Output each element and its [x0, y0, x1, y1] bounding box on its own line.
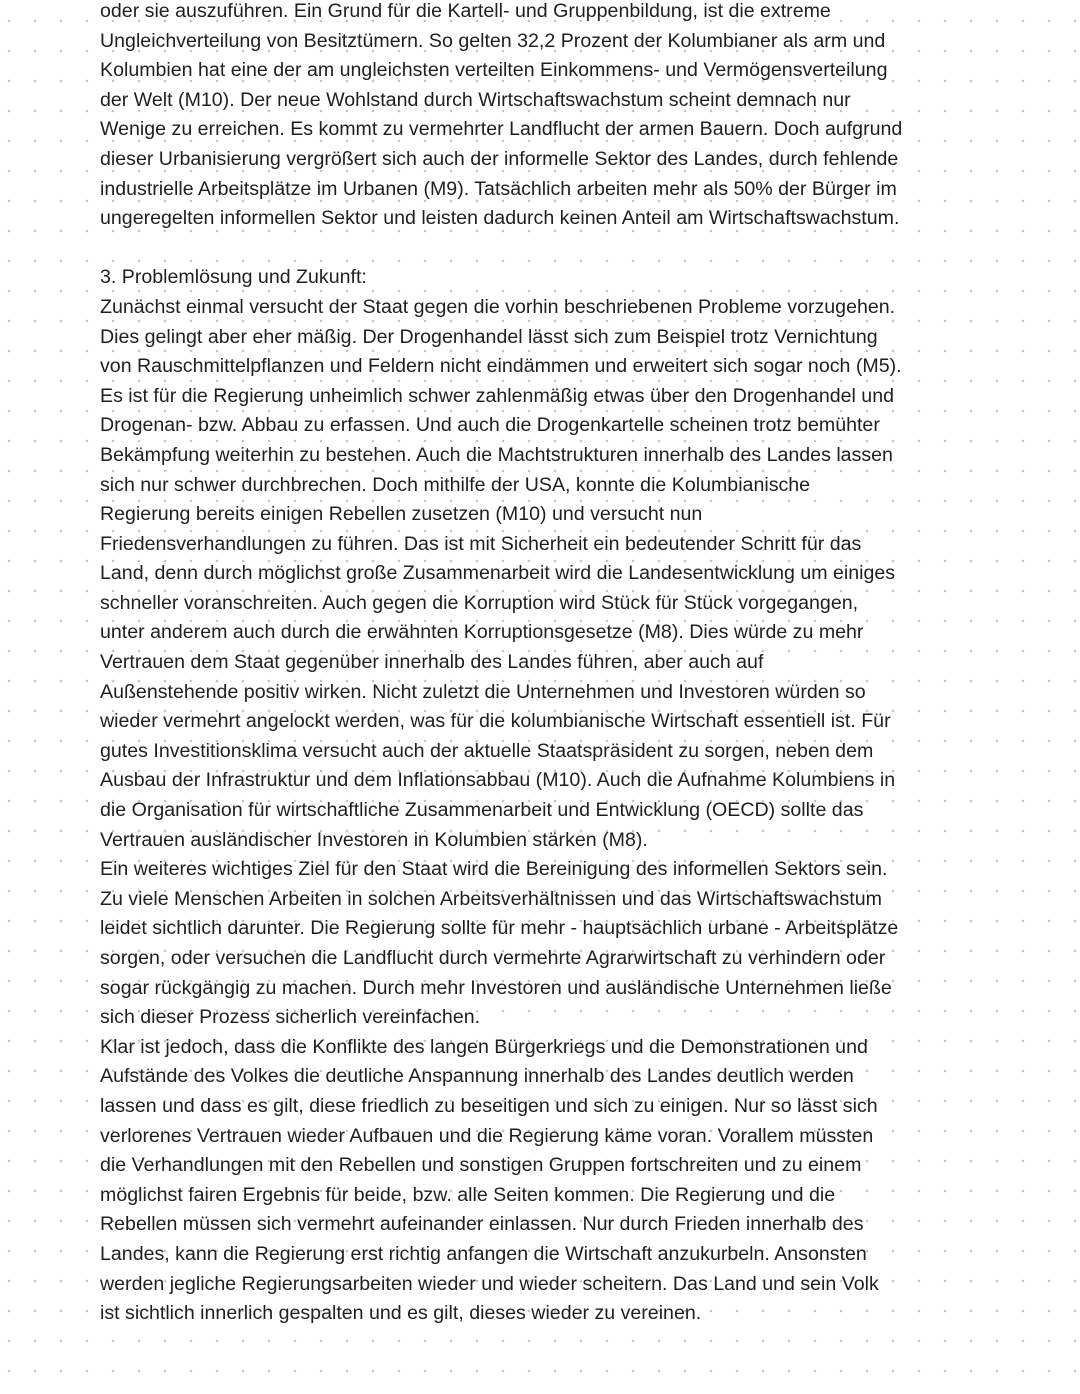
paragraph-conclusion: [100, 1033, 1000, 1329]
text-line: sich dieser Prozess sicherlich vereinfachen.: [100, 1006, 481, 1029]
text-line: werden jegliche Regierungsarbeiten wieder und wieder scheitern. Das Land und sein Volk: [100, 1272, 879, 1295]
text-line: Ein weiteres wichtiges Ziel für den Staat wird die Bereinigung des informellen Sektors sein.: [100, 858, 888, 881]
text-line: die Organisation für wirtschaftliche Zusammenarbeit und Entwicklung (OECD) sollte das: [100, 799, 864, 822]
text-line: Drogenan- bzw. Abbau zu erfassen. Und auch die Drogenkartelle scheinen trotz bemühter: [100, 414, 880, 437]
text-line: schneller voranschreiten. Auch gegen die Korruption wird Stück für Stück vorgegangen,: [100, 591, 859, 614]
text-line: dieser Urbanisierung vergrößert sich auch der informelle Sektor des Landes, durch fehlende: [100, 147, 899, 170]
section-heading: 3. Problemlösung und Zukunft:: [100, 266, 367, 289]
paragraph-spacer: [100, 234, 1000, 264]
text-line: sogar rückgängig zu machen. Durch mehr Investoren und ausländische Unternehmen ließe: [100, 976, 892, 999]
text-line: die Verhandlungen mit den Rebellen und sonstigen Gruppen fortschreiten und zu einem: [100, 1154, 862, 1177]
text-line: Klar ist jedoch, dass die Konflikte des langen Bürgerkriegs und die Demonstrationen und: [100, 1035, 868, 1058]
text-line: ist sichtlich innerlich gespalten und es gilt, dieses wieder zu vereinen.: [100, 1302, 702, 1325]
text-line: ungeregelten informellen Sektor und leisten dadurch keinen Anteil am Wirtschaftswachstum.: [100, 207, 900, 230]
text-line: der Welt (M10). Der neue Wohlstand durch Wirtschaftswachstum scheint demnach nur: [100, 88, 851, 111]
text-line: Rebellen müssen sich vermehrt aufeinander einlassen. Nur durch Frieden innerhalb des: [100, 1213, 864, 1236]
text-line: Kolumbien hat eine der am ungleichsten verteilten Einkommens- und Vermögensverteilung: [100, 59, 888, 82]
text-line: Zu viele Menschen Arbeiten in solchen Arbeitsverhältnissen und das Wirtschaftswachstum: [100, 887, 882, 910]
text-line: Bekämpfung weiterhin zu bestehen. Auch die Machtstrukturen innerhalb des Landes lassen: [100, 443, 893, 466]
text-line: möglichst fairen Ergebnis für beide, bzw. alle Seiten kommen. Die Regierung und die: [100, 1183, 836, 1206]
text-line: oder sie auszuführen. Ein Grund für die Kartell- und Gruppenbildung, ist die extreme: [100, 0, 831, 22]
intro-paragraph: [100, 0, 1000, 234]
paragraph-state-measures: [100, 293, 1000, 855]
text-line: Zunächst einmal versucht der Staat gegen die vorhin beschriebenen Probleme vorzugehen.: [100, 295, 896, 318]
text-line: Land, denn durch möglichst große Zusammenarbeit wird die Landesentwicklung um einiges: [100, 562, 896, 585]
text-line: Vertrauen dem Staat gegenüber innerhalb des Landes führen, aber auch auf: [100, 651, 764, 674]
text-line: verlorenes Vertrauen wieder Aufbauen und die Regierung käme voran. Vorallem müssten: [100, 1124, 874, 1147]
text-line: sorgen, oder versuchen die Landflucht durch vermehrte Agrarwirtschaft zu verhindern oder: [100, 947, 886, 969]
text-line: Dies gelingt aber eher mäßig. Der Drogenhandel lässt sich zum Beispiel trotz Vernichtung: [100, 325, 878, 348]
text-line: Wenige zu erreichen. Es kommt zu vermehrter Landflucht der armen Bauern. Doch aufgrund: [100, 118, 903, 141]
text-line: industrielle Arbeitsplätze im Urbanen (M9). Tatsächlich arbeiten mehr als 50% der Bürger im: [100, 177, 897, 200]
text-line: Außenstehende positiv wirken. Nicht zuletzt die Unternehmen und Investoren würden so: [100, 680, 866, 703]
text-line: wieder vermehrt angelockt werden, was für die kolumbianische Wirtschaft essentiell ist. Für: [100, 710, 891, 733]
text-line: Es ist für die Regierung unheimlich schwer zahlenmäßig etwas über den Drogenhandel und: [100, 384, 894, 407]
text-line: Ungleichverteilung von Besitztümern. So gelten 32,2 Prozent der Kolumbianer als arm und: [100, 29, 886, 52]
text-line: Landes, kann die Regierung erst richtig anfangen die Wirtschaft anzukurbeln. Ansonsten: [100, 1242, 867, 1265]
text-line: Friedensverhandlungen zu führen. Das ist mit Sicherheit ein bedeutender Schritt für das: [100, 532, 862, 555]
text-line: Regierung bereits einigen Rebellen zusetzen (M10) und versucht nun: [100, 503, 703, 526]
paragraph-informal-sector: [100, 855, 1000, 1033]
text-line: Ausbau der Infrastruktur und dem Inflationsabbau (M10). Auch die Aufnahme Kolumbiens in: [100, 769, 896, 792]
text-line: gutes Investitionsklima versucht auch der aktuelle Staatspräsident zu sorgen, neben dem: [100, 739, 874, 762]
document-text: [100, 0, 1000, 1329]
text-line: unter anderem auch durch die erwähnten Korruptionsgesetze (M8). Dies würde zu mehr: [100, 621, 864, 644]
text-line: sich nur schwer durchbrechen. Doch mithilfe der USA, konnte die Kolumbianische: [100, 473, 811, 496]
text-line: leidet sichtlich darunter. Die Regierung sollte für mehr - hauptsächlich urbane - Arbeitsplätze: [100, 917, 899, 940]
text-line: Aufstände des Volkes die deutliche Anspannung innerhalb des Landes deutlich werden: [100, 1065, 854, 1088]
text-line: lassen und dass es gilt, diese friedlich zu beseitigen und sich zu einigen. Nur so lässt sich: [100, 1094, 878, 1117]
text-line: Vertrauen ausländischer Investoren in Kolumbien stärken (M8).: [100, 828, 648, 851]
text-line: von Rauschmittelpflanzen und Feldern nicht eindämmen und erweitert sich sogar noch (M5).: [100, 355, 902, 378]
